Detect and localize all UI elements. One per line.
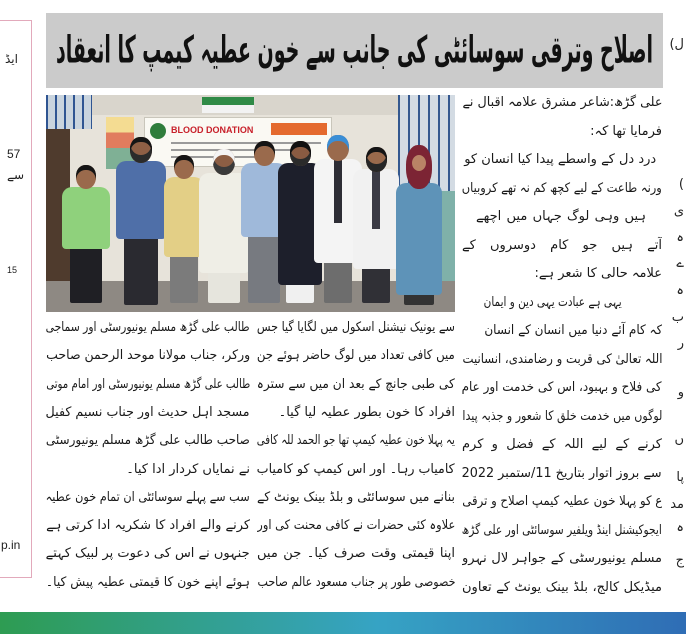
article-line [257,400,455,426]
edge-text-fragment: و [677,385,684,400]
article-line [46,428,250,454]
article-line-text: کی فلاح و بہبود، اس کی خدمت اور عام [462,380,662,395]
article-line-text: علامہ حالی کا شعر ہے: [534,266,662,281]
article-line-text: افراد کا خون بطور عطیہ لیا گیا۔ [278,404,455,420]
article-line [46,315,250,341]
article-line-text: ایجوکیشنل اینڈ ویلفیر سوسائٹی اور علی گڑھ [462,522,662,538]
article-line-text: کامیاب رہا۔ اور اس کیمپ کو کامیاب [257,461,455,477]
article-line [462,546,662,572]
article-line-text: ورنہ طاعت کے لیے کچھ کم نہ تھے کروبیاں [462,180,662,196]
article-line-text: اپنا قیمتی وقت صرف کیا۔ جن میں [257,546,455,562]
article-column-right [462,90,662,602]
article-line [46,513,250,539]
article-line-text: خصوصی طور پر جناب مسعود عالم صاحب [257,574,455,590]
edge-text-fragment: ں [674,432,684,447]
article-line [462,318,662,344]
article-line [462,90,662,116]
article-line [462,404,662,430]
edge-text-fragment: ہ [676,283,684,298]
article-line [257,428,455,454]
article-line [462,119,662,145]
article-line [462,261,662,287]
article-line-text: فرمایا تھا کہ: [590,123,662,139]
article-line-text: ع کو پہلا خون عطیہ کیمپ اصلاح و ترقی [462,494,662,509]
article-line-text: طالب علی گڑھ مسلم یونیورسٹی اور امام موتی [46,376,250,392]
article-line [257,541,455,567]
edge-text-fragment: مد [670,497,684,512]
article-line [462,204,662,230]
person-hijab [406,145,432,189]
edge-text-fragment: ہ [676,230,684,245]
article-line-text: سے بروز اتوار بتاریخ 11/ستمبر 2022 [462,465,662,481]
person-body [396,183,442,295]
edge-text-fragment: 57 [7,147,21,161]
article-line [462,147,662,173]
person-figure [46,95,455,312]
article-line-text: ہوئے اپنے خون کا قیمتی عطیہ پیش کیا۔ [46,574,250,590]
article-line [257,485,455,511]
article-line [462,375,662,401]
edge-text-fragment: ے [676,256,684,271]
neighbour-column-left [0,20,32,578]
article-line [257,343,455,369]
headline-banner [46,13,663,88]
article-line [462,290,662,316]
article-line-text: جنہوں نے اس کی دعوت پر لبیک کہتے [46,546,250,562]
edge-text-fragment: سے [7,168,25,182]
article-line [462,432,662,458]
article-line-text: کرنے والے افراد کا شکریہ ادا کرتی ہے [46,518,250,534]
article-line-text: سب سے پہلے سوسائٹی ان تمام خون عطیہ [46,489,250,505]
article-column-left [46,315,250,603]
article-line-text: بنانے میں سوسائٹی و بلڈ بینک یونٹ کے [257,489,455,505]
edge-text-fragment: ایڈ [5,52,18,66]
article-line-text: نے نمایاں کردار ادا کیا۔ [126,461,250,477]
article-line-text: اللہ تعالیٰ کی قربت و رضامندی، انسانیت [462,351,662,367]
article-line [257,570,455,596]
article-line [46,485,250,511]
article-line-text: صاحب طالب علی گڑھ مسلم یونیورسٹی [46,433,250,449]
article-line [257,315,455,341]
edge-text-fragment: ل) [669,37,684,52]
edge-text-fragment: ) [678,177,684,192]
edge-text-fragment: ر [677,336,684,351]
edge-text-fragment: 15 [7,265,18,275]
article-line [462,176,662,202]
article-line [46,372,250,398]
article-line-text: طالب علی گڑھ مسلم یونیورسٹی اور سماجی [46,320,250,335]
article-line [462,233,662,259]
article-line [462,489,662,515]
neighbour-column-right [664,0,686,612]
headline-text: اصلاح وترقی سوسائٹی کی جانب سے خون عطیہ کیمپ کا انعقاد [55,28,654,72]
edge-text-fragment: ب [671,310,684,325]
article-line [257,513,455,539]
article-line-text: آتے ہیں جو کام دوسروں کے [462,237,662,253]
article-line [46,570,250,596]
article-line-text: میں کافی تعداد میں لوگ حاضر ہوئے جن [257,348,455,364]
article-line-text: کرنے کے لیے اللہ کے فضل و کرم [462,437,662,452]
article-line [257,372,455,398]
news-photo [46,95,455,312]
bottom-color-strip [0,612,686,634]
article-line [257,457,455,483]
article-line-text: لوگوں میں خدمت خلق کا شعور و جذبہ پیدا [462,408,662,424]
article-line [462,461,662,487]
article-line-text: کہ کام آئے دنیا میں انسان کے انسان [484,323,662,338]
article-line [462,347,662,373]
article-line [46,457,250,483]
edge-text-fragment: پا [676,470,684,485]
article-line-text: ورکر، جناب مولانا موحد الرحمن صاحب [46,348,250,364]
edge-text-fragment: ی [673,204,684,219]
article-line-text: کی طبی جانچ کے بعد ان میں سے سترہ [257,376,455,392]
banner-text: BLOOD DONATION [171,125,254,135]
article-line [46,343,250,369]
article-line [46,400,250,426]
edge-text-fragment: ج [675,553,684,568]
article-line-text: ہیں وہی لوگ جہاں میں اچھے [476,209,646,224]
edge-text-fragment: ہ [676,520,684,535]
article-line [46,541,250,567]
article-column-middle [257,315,455,603]
headline [54,13,655,88]
article-line-text: یہ پہلا خون عطیہ کیمپ تھا جو الحمد للہ کافی [257,433,455,449]
article-line-text: سے یونیک نیشنل اسکول میں لگایا گیا جس [257,320,455,335]
article-line-text: مسجد اہل حدیث اور جناب نسیم کفیل [46,404,250,420]
article-line-text: مسلم یونیورسٹی کے جواہر لال نہرو [462,551,662,566]
article-line-text: علاوہ کئی حضرات نے کافی محنت کی اور [257,518,455,534]
article-line-text: یہی ہے عبادت یہی دین و ایمان [483,294,622,310]
article-line [462,518,662,544]
person-face [412,155,426,171]
article-line-text: میڈیکل کالج، بلڈ بینک یونٹ کے تعاون [462,579,662,595]
article-line-text: درد دل کے واسطے پیدا کیا انسان کو [464,152,656,167]
edge-text-fragment: p.in [1,538,21,552]
article-line [462,575,662,601]
article-line-text: علی گڑھ:شاعر مشرق علامہ اقبال نے [462,95,662,110]
